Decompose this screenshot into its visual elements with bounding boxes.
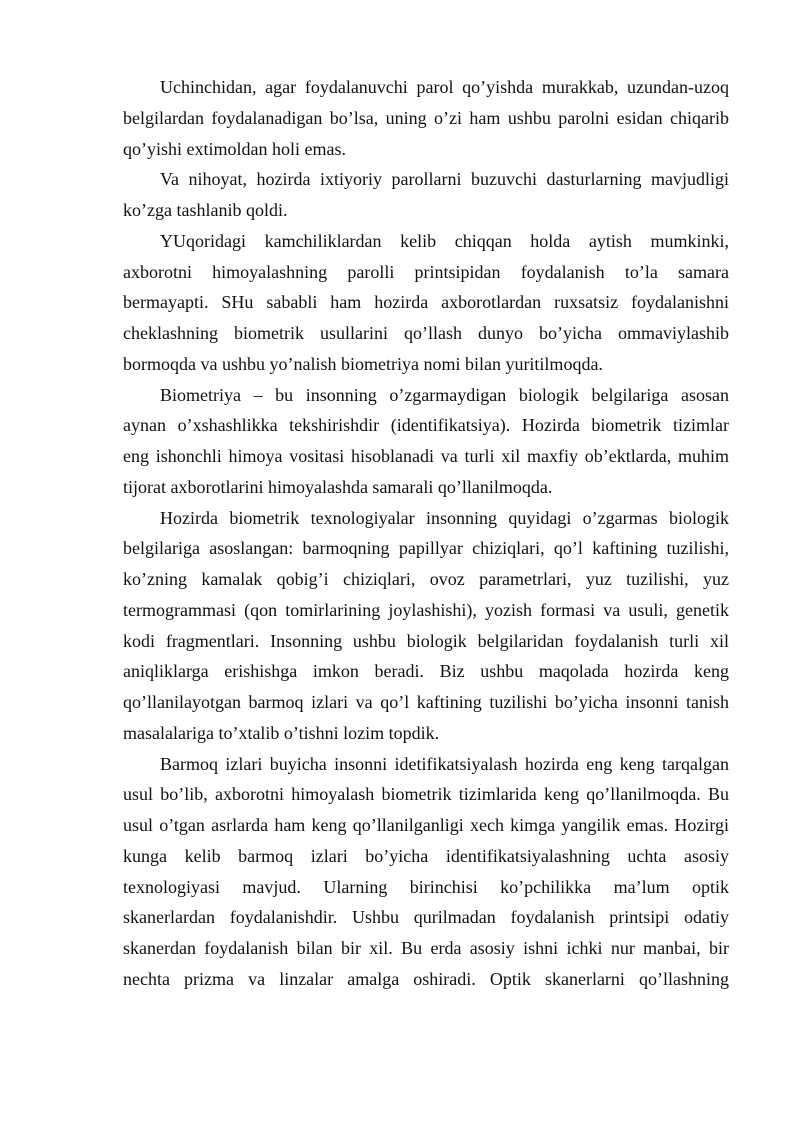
text-line: qo’llanilayotgan barmoq izlari va qo’l kaftining tuzilishi bo’yicha insonni tanish <box>123 692 729 712</box>
text-line: Va nihoyat, hozirda ixtiyoriy parollarni buzuvchi dasturlarning mavjudligi <box>160 169 729 190</box>
text-line: Biometriya – bu insonning o’zgarmaydigan biologik belgilariga asosan <box>160 384 729 405</box>
paragraph-2 <box>123 164 729 226</box>
text-line: usul bo’lib, axborotni himoyalash biometrik tizimlarida keng qo’llanilmoqda. Bu <box>123 784 729 805</box>
text-line: aniqliklarga erishishga imkon beradi. Biz ushbu maqolada hozirda keng <box>123 661 729 682</box>
text-line: eng ishonchli himoya vositasi hisoblanadi va turli xil maxfiy ob’ektlarda, muhim <box>123 446 729 466</box>
paragraph-3 <box>123 226 729 380</box>
text-line: Barmoq izlari buyicha insonni idetifikatsiyalash hozirda eng keng tarqalgan <box>160 753 729 774</box>
text-line: qo’yishi extimoldan holi emas. <box>123 138 346 159</box>
text-line: nechta prizma va linzalar amalga oshiradi. Optik skanerlarni qo’llashning <box>123 968 729 989</box>
text-line: axborotni himoyalashning parolli printsipidan foydalanish to’la samara <box>123 261 729 282</box>
text-line: ko’zga tashlanib qoldi. <box>123 200 288 220</box>
text-line: YUqoridagi kamchiliklardan kelib chiqqan holda aytish mumkinki, <box>160 230 729 251</box>
text-line: belgilariga asoslangan: barmoqning papillyar chiziqlari, qo’l kaftining tuzilishi, <box>123 538 729 559</box>
paragraph-5 <box>123 503 729 749</box>
text-line: kodi fragmentlari. Insonning ushbu biologik belgilaridan foydalanish turli xil <box>123 630 729 651</box>
paragraph-4 <box>123 380 729 503</box>
paragraph-6 <box>123 749 729 995</box>
text-line: masalalariga to’xtalib o’tishni lozim topdik. <box>123 722 440 743</box>
text-line: kunga kelib barmoq izlari bo’yicha identifikatsiyalashning uchta asosiy <box>123 845 729 866</box>
text-line: skanerdan foydalanish bilan bir xil. Bu erda asosiy ishni ichki nur manbai, bir <box>123 938 729 958</box>
text-line: belgilardan foydalanadigan bo’lsa, uning o’zi ham ushbu parolni esidan chiqarib <box>123 107 729 128</box>
text-line: aynan o’xshashlikka tekshirishdir (identifikatsiya). Hozirda biometrik tizimlar <box>123 415 729 436</box>
paragraph-1 <box>123 72 729 164</box>
text-line: tijorat axborotlarini himoyalashda samarali qo’llanilmoqda. <box>123 476 553 497</box>
text-line: Hozirda biometrik texnologiyalar insonning quyidagi o’zgarmas biologik <box>160 507 729 528</box>
text-line: cheklashning biometrik usullarini qo’llash dunyo bo’yicha ommaviylashib <box>123 323 729 343</box>
text-line: texnologiyasi mavjud. Ularning birinchisi ko’pchilikka ma’lum optik <box>123 876 729 897</box>
document-body <box>123 72 729 995</box>
text-line: bormoqda va ushbu yo’nalish biometriya nomi bilan yuritilmoqda. <box>123 353 603 374</box>
text-line: bermayapti. SHu sababli ham hozirda axborotlardan ruxsatsiz foydalanishni <box>123 292 729 313</box>
text-line: ko’zning kamalak qobig’i chiziqlari, ovoz parametrlari, yuz tuzilishi, yuz <box>123 569 729 589</box>
text-line: termogrammasi (qon tomirlarining joylashishi), yozish formasi va usuli, genetik <box>123 599 729 620</box>
text-line: Uchinchidan, agar foydalanuvchi parol qo’yishda murakkab, uzundan-uzoq <box>160 77 729 97</box>
text-line: skanerlardan foydalanishdir. Ushbu qurilmadan foydalanish printsipi odatiy <box>123 907 729 928</box>
text-line: usul o’tgan asrlarda ham keng qo’llanilganligi xech kimga yangilik emas. Hozirgi <box>123 815 729 835</box>
